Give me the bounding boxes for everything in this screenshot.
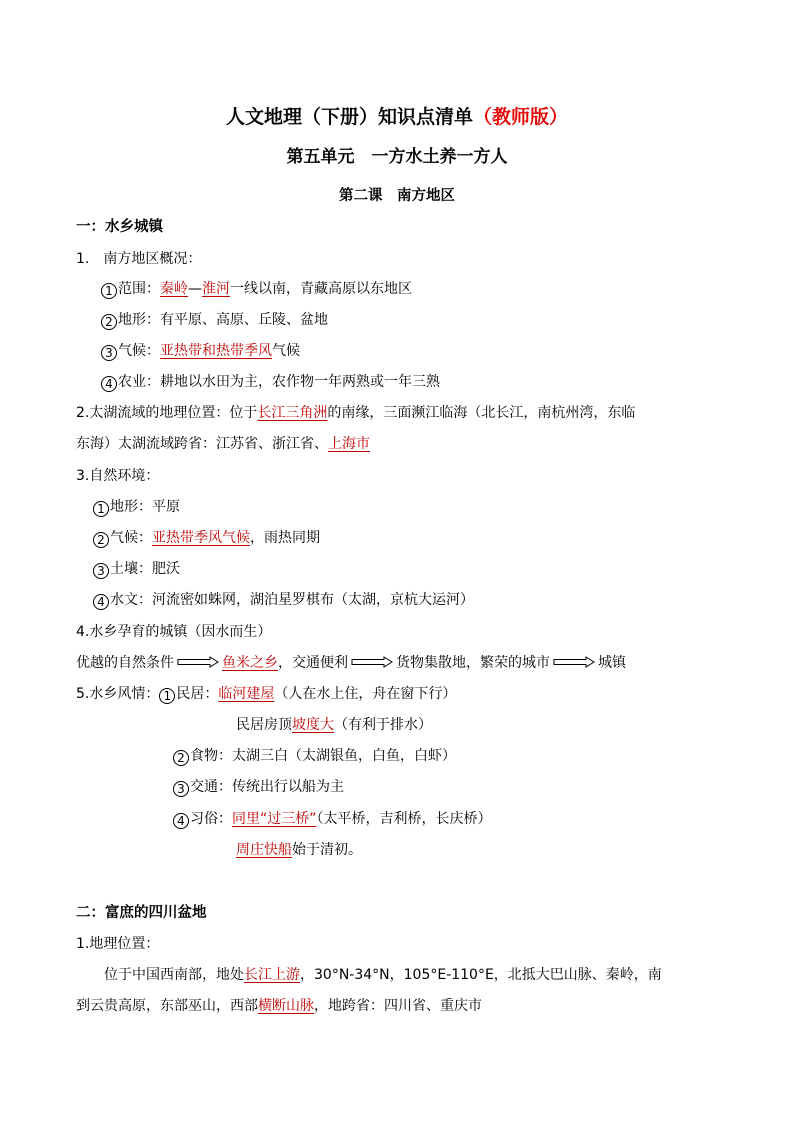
title-edition: （教师版）: [473, 106, 569, 128]
circled-number: 1: [159, 688, 175, 704]
answer-blank: 秦岭: [160, 281, 188, 297]
answer-blank: 上海市: [328, 436, 370, 452]
answer-blank: 淮河: [202, 281, 230, 297]
circled-number: 2: [101, 314, 117, 330]
s1-item1-terrain: 2 地形：有平原、高原、丘陵、盆地: [101, 310, 794, 330]
s1-item4-label: 4.水乡孕育的城镇（因水而生）: [76, 624, 272, 640]
document-title: [0, 107, 794, 127]
s1-item5-food: 2 食物：太湖三白（太湖银鱼，白鱼，白虾）: [173, 746, 794, 766]
answer-blank: 同里“过三桥”: [232, 811, 317, 827]
arrow-right-icon: [177, 656, 219, 668]
circled-number: 3: [101, 345, 117, 361]
s1-item3-climate: 2 气候：亚热带季风气候，雨热同期: [93, 528, 794, 548]
s1-item5-traffic: 3 交通：传统出行以船为主: [173, 777, 794, 797]
answer-blank: 长江上游: [244, 967, 300, 983]
s1-item2-line2: 东海）太湖流域跨省：江苏省、浙江省、上海市: [76, 436, 370, 452]
s1-item1-label: 1. 南方地区概况：: [76, 251, 202, 267]
s2-item1-label: 1.地理位置：: [76, 936, 160, 952]
s2-item1-line2: 到云贵高原，东部巫山，西部横断山脉，地跨省：四川省、重庆市: [76, 998, 482, 1014]
answer-blank: 长江三角洲: [257, 405, 328, 421]
unit-heading: 第五单元 一方水土养一方人: [286, 147, 508, 167]
s1-item5-roof: 民居房顶坡度大（有利于排水）: [236, 717, 432, 733]
s1-item1-range: 1 范围：秦岭—淮河一线以南，青藏高原以东地区: [101, 279, 794, 299]
arrow-right-icon: [351, 656, 393, 668]
s1-item5-boat: 周庄快船始于清初。: [236, 842, 362, 858]
answer-blank: 鱼米之乡: [222, 655, 278, 671]
s1-item5-house: 5.水乡风情： 1 民居：临河建屋（人在水上住，舟在窗下行）: [76, 686, 457, 703]
s1-item3-water: 4 水文：河流密如蛛网，湖泊星罗棋布（太湖，京杭大运河）: [93, 590, 794, 610]
circled-number: 1: [101, 283, 117, 299]
s1-item3-soil: 3 土壤：肥沃: [93, 559, 794, 579]
circled-number: 2: [173, 750, 189, 766]
circled-number: 1: [93, 501, 109, 517]
section2-heading: 二：富庶的四川盆地: [76, 905, 207, 921]
circled-number: 3: [93, 563, 109, 579]
circled-number: 4: [93, 594, 109, 610]
s1-item5-custom: 4 习俗：同里“过三桥”（太平桥，吉利桥，长庆桥）: [173, 809, 794, 829]
s1-item1-agri: 4 农业：耕地以水田为主，农作物一年两熟或一年三熟: [101, 372, 794, 392]
lesson-heading: 第二课 南方地区: [339, 188, 455, 204]
answer-blank: 临河建屋: [218, 686, 275, 702]
answer-blank: 坡度大: [292, 717, 334, 733]
section1-heading: 一：水乡城镇: [76, 219, 163, 235]
s1-item3-terrain: 1 地形：平原: [93, 497, 794, 517]
circled-number: 4: [173, 813, 189, 829]
title-main: 人文地理（下册）知识点清单: [225, 106, 473, 128]
s2-item1-line1: 位于中国西南部，地处长江上游，30°N-34°N，105°E-110°E，北抵大巴山脉、秦岭，南: [104, 967, 662, 983]
s1-item1-climate: 3 气候：亚热带和热带季风气候: [101, 341, 794, 361]
answer-blank: 亚热带季风气候: [152, 530, 250, 546]
answer-blank: 周庄快船: [236, 842, 292, 858]
s1-item2-line1: 2.太湖流域的地理位置：位于长江三角洲的南缘，三面濒江临海（北长江，南杭州湾，东临: [76, 405, 636, 421]
circled-number: 4: [101, 376, 117, 392]
s1-item4-chain: 优越的自然条件 鱼米之乡，交通便利 货物集散地，繁荣的城市 城镇: [76, 655, 626, 671]
answer-blank: 亚热带和热带季风: [160, 343, 272, 359]
circled-number: 3: [173, 781, 189, 797]
circled-number: 2: [93, 532, 109, 548]
s1-item3-label: 3.自然环境：: [76, 468, 160, 484]
arrow-right-icon: [553, 656, 595, 668]
answer-blank: 横断山脉: [258, 998, 314, 1014]
